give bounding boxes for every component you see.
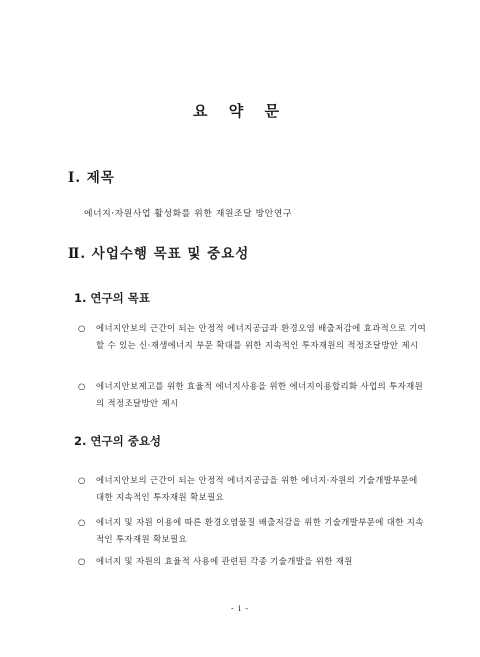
list-item-text: 에너지 및 자원 이용에 따른 환경오염물질 배출저감을 위한 기술개발부문에 대한 지속적인 투자재원 확보필요	[96, 517, 424, 544]
bullet-circle-icon: ○	[78, 517, 86, 527]
research-title-text: 에너지·자원사업 활성화를 위한 재원조달 방안연구	[84, 209, 293, 219]
bullet-circle-icon: ○	[78, 556, 86, 566]
bullet-circle-icon: ○	[78, 323, 86, 333]
list-item-text: 에너지 및 자원의 효율적 사용에 관련된 각종 기술개발을 위한 재원	[96, 556, 353, 566]
bullet-circle-icon: ○	[78, 381, 86, 391]
section-heading-title: Ⅰ. 제목	[68, 170, 115, 186]
list-item-text: 에너지안보의 근간이 되는 안정적 에너지공급과 환경오염 배출저감에 효과적으로 기여할 수 있는 신·재생에너지 부문 확대를 위한 지속적인 투자재원의 적정조달방안 제시	[96, 323, 427, 350]
list-item	[78, 472, 428, 506]
subsection-heading-importance: 2. 연구의 중요성	[74, 434, 162, 448]
list-item-text: 에너지안보의 근간이 되는 안정적 에너지공급을 위한 에너지·자원의 기술개발부문에 대한 지속적인 투자재원 확보필요	[96, 475, 418, 502]
document-title: 요 약 문	[193, 102, 287, 120]
bullet-circle-icon: ○	[78, 475, 86, 485]
list-item	[78, 378, 428, 412]
page-number: - i -	[230, 604, 250, 613]
list-item	[78, 320, 428, 354]
subsection-heading-goals: 1. 연구의 목표	[74, 291, 150, 305]
list-item-text: 에너지안보제고를 위한 효율적 에너지사용을 위한 에너지이용합리화 사업의 투자재원의 적정조달방안 제시	[96, 381, 424, 408]
list-item	[78, 514, 428, 548]
section-heading-goals-importance: Ⅱ. 사업수행 목표 및 중요성	[68, 246, 250, 262]
list-item	[78, 553, 428, 570]
